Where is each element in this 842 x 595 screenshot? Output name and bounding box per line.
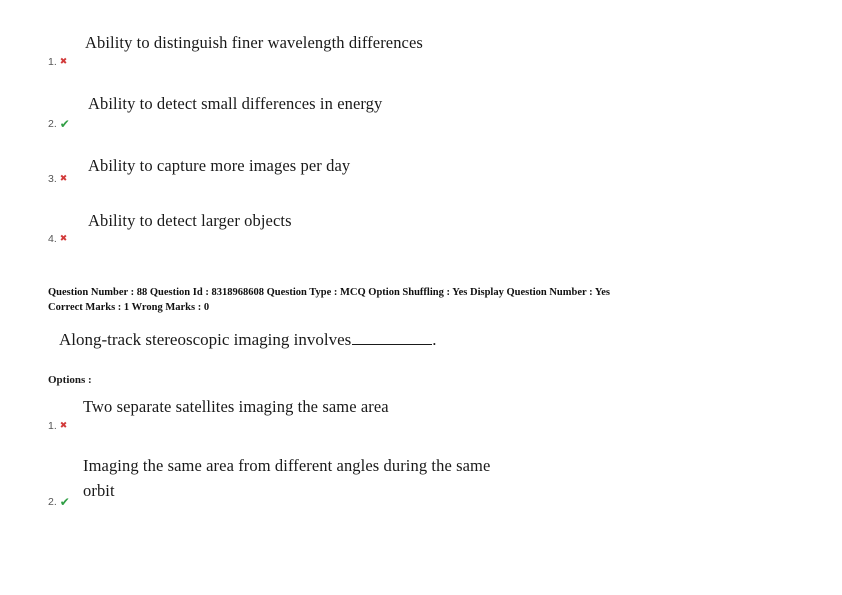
option-number (48, 56, 67, 68)
option-number-label: 1. (48, 56, 57, 68)
option-text: Ability to detect larger objects (88, 211, 292, 230)
question-text (59, 330, 436, 350)
cross-icon: ✖ (59, 173, 68, 184)
cross-icon: ✖ (59, 56, 68, 67)
option-text-line2: orbit (83, 481, 115, 500)
option-text: Ability to distinguish finer wavelength differences (85, 33, 423, 52)
question-marks: Correct Marks : 1 Wrong Marks : 0 (48, 302, 210, 313)
option-number-label: 4. (48, 233, 57, 245)
option-number (48, 233, 67, 245)
check-icon: ✔ (59, 495, 70, 509)
option-number (48, 420, 67, 432)
option-number (48, 118, 70, 130)
option-number-label: 2. (48, 496, 57, 508)
option-number-label: 1. (48, 420, 57, 432)
cross-icon: ✖ (59, 233, 68, 244)
option-text: Ability to detect small differences in energy (88, 94, 383, 113)
question-stem: Along-track stereoscopic imaging involves (59, 330, 352, 349)
option-number (48, 173, 67, 185)
check-icon: ✔ (59, 117, 70, 131)
answer-blank (352, 332, 432, 345)
question-meta: Question Number : 88 Question Id : 8318968608 Question Type : MCQ Option Shuffling : Yes Display Question Number : Yes (48, 287, 611, 298)
option-number (48, 496, 70, 508)
option-number-label: 2. (48, 118, 57, 130)
cross-icon: ✖ (59, 420, 68, 431)
question-end: . (432, 330, 437, 349)
option-text-line1: Imaging the same area from different angles during the same (83, 456, 491, 475)
option-text: Ability to capture more images per day (88, 156, 351, 175)
option-text: Two separate satellites imaging the same area (83, 397, 389, 416)
option-number-label: 3. (48, 173, 57, 185)
options-label: Options : (48, 374, 92, 386)
